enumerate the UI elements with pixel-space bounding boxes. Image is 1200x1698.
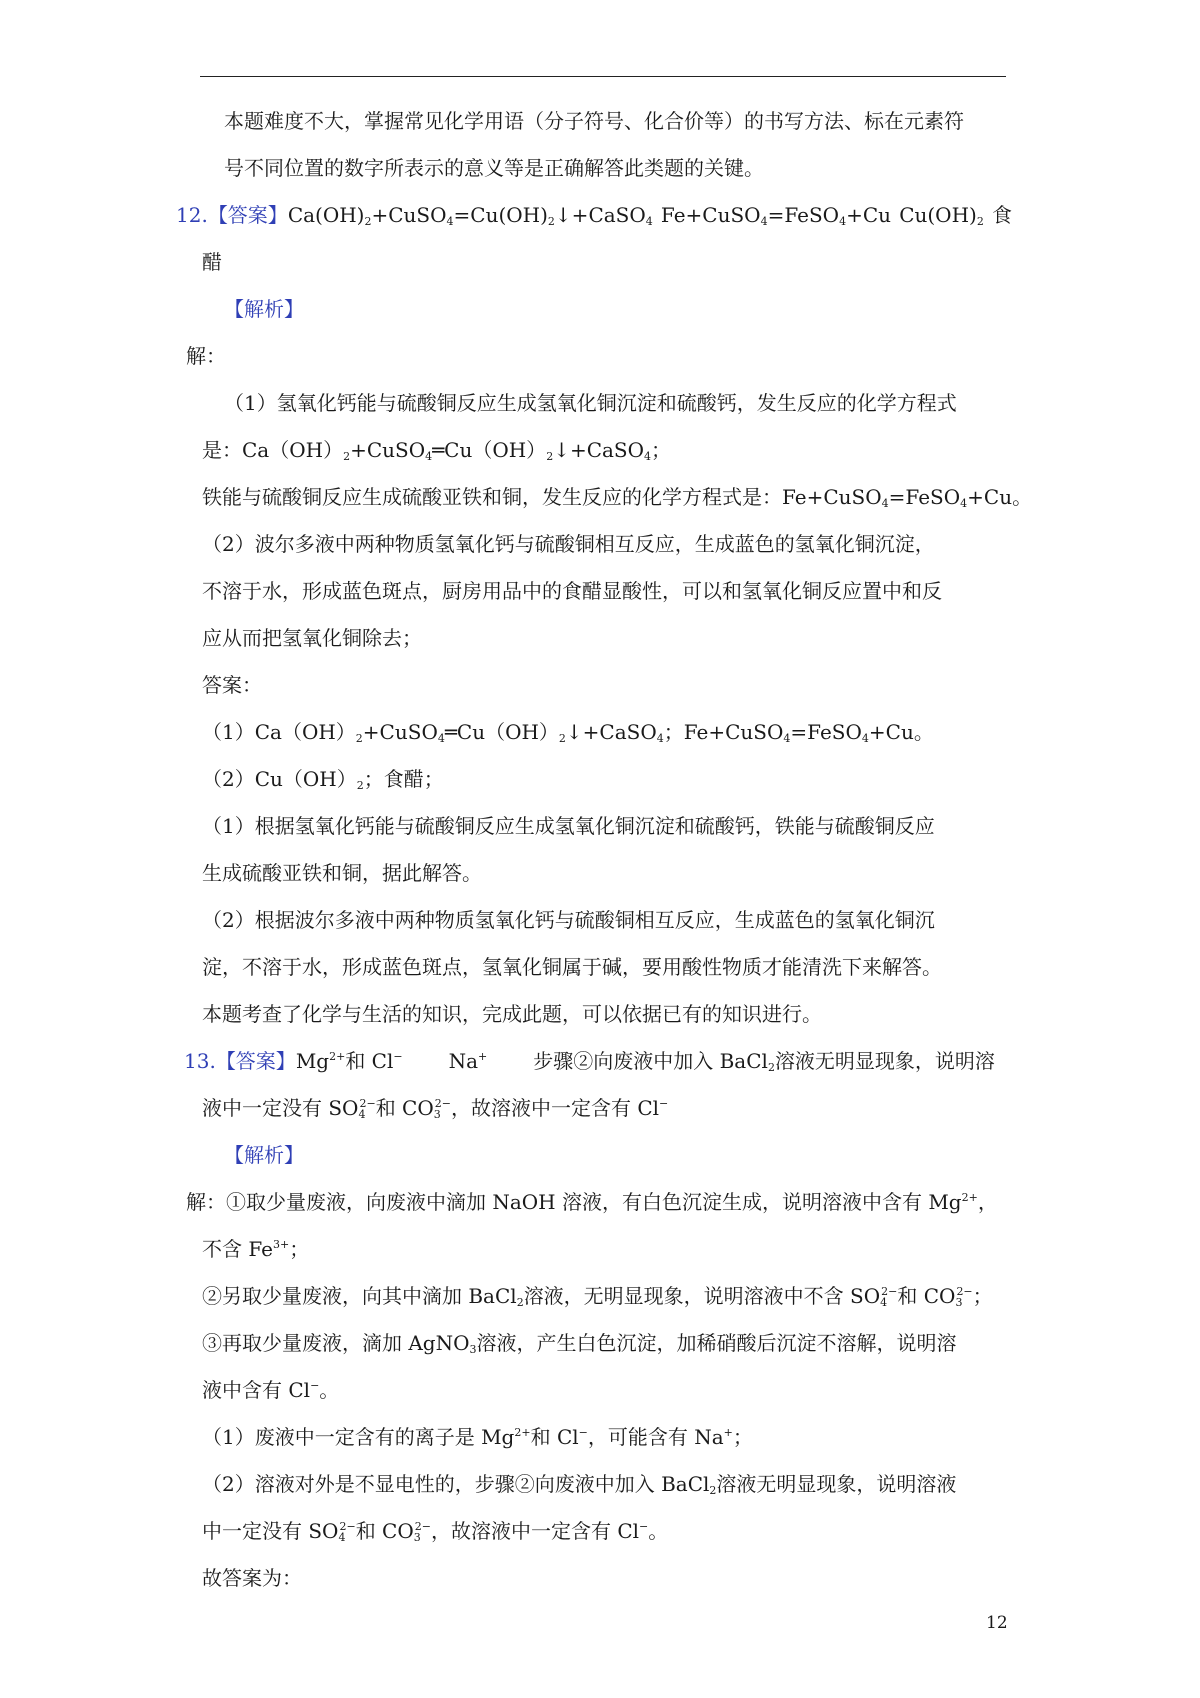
q12-answer-d: 食 [991,203,1012,227]
q12-answer-b: Fe+CuSO$_4$=FeSO$_4$+Cu [660,203,892,228]
q13-s9: 故答案为： [202,1566,302,1590]
q13-s4: ③再取少量废液，滴加 AgNO$_3$溶液，产生白色沉淀，加稀硝酸后沉淀不溶解，说明溶 [202,1331,957,1356]
q12-p13: 淀，不溶于水，形成蓝色斑点，氢氧化铜属于碱，要用酸性物质才能清洗下来解答。 [202,955,942,979]
q12-p14: 本题考查了化学与生活的知识，完成此题，可以依据已有的知识进行。 [202,1002,822,1026]
q13-s6: （1）废液中一定含有的离子是 $Mg^{2+}$和 Cl−，可能含有 Na+； [202,1425,753,1449]
q13-s2: 不含 $Fe^{3+}$； [202,1237,310,1261]
page-content [176,98,1033,1602]
page-number: 12 [986,1613,1008,1633]
q12-p10: （1）根据氢氧化钙能与硫酸铜反应生成氢氧化铜沉淀和硫酸钙，铁能与硫酸铜反应 [202,814,935,838]
q12-answer-a: 12.【答案】$Ca(OH)_2+CuSO_4=Cu(OH)_2↓+CaSO_4$ [176,203,653,228]
intro-line-1: 本题难度不大，掌握常见化学用语（分子符号、化合价等）的书写方法、标在元素符 [224,109,964,133]
q13-s7: （2）溶液对外是不显电性的，步骤②向废液中加入 BaCl$_2$溶液无明显现象，说明溶液 [202,1472,957,1497]
q12-jie: 解： [186,344,226,368]
q12-p6: 应从而把氢氧化铜除去； [202,626,422,650]
q13-number: 13. [184,1049,216,1073]
q12-p5: 不溶于水，形成蓝色斑点，厨房用品中的食醋显酸性，可以和氢氧化铜反应置中和反 [202,579,942,603]
intro-line-2: 号不同位置的数字所表示的意义等是正确解答此类题的关键。 [224,156,764,180]
q12-p7: 答案： [202,673,262,697]
q12-p2: 是：$Ca(OH)_2+CuSO_4═Cu(OH)_2↓+CaSO_4$； [202,438,672,463]
header-rule [200,76,1006,77]
q12-number: 12. [176,203,208,227]
q12-p9: $(2)Cu(OH)_2$；食醋； [202,767,444,792]
q13-s8: 中一定没有 $SO_4^{2-}$和 $CO_3^{2-}$，故溶液中一定含有 Cl−。 [202,1519,669,1544]
q13-s5: 液中含有 Cl−。 [202,1378,340,1402]
q12-p8: $(1)Ca(OH)_2+CuSO_4═Cu(OH)_2↓+CaSO_4$；Fe+CuSO$_4$=FeSO$_4$+Cu。 [202,720,934,745]
q12-answer-c: $Cu(OH)_2$ [899,203,984,228]
q12-analysis-tag: 【解析】 [224,297,304,321]
q13-analysis-tag: 【解析】 [224,1143,304,1167]
q12-answer-line [176,192,1012,239]
q12-p11: 生成硫酸亚铁和铜，据此解答。 [202,861,482,885]
q13-answer-tag: 【答案】 [215,1049,296,1073]
q12-p12: （2）根据波尔多液中两种物质氢氧化钙与硫酸铜相互反应，生成蓝色的氢氧化铜沉 [202,908,935,932]
q12-answer-tag: 【答案】 [207,203,288,227]
q13-answer-line-2: 液中一定没有 $SO_4^{2-}$和 $CO_3^{2-}$，故溶液中一定含有 Cl− [202,1096,669,1121]
q12-answer-d-cont: 醋 [202,250,222,274]
q13-answer-line: 13.【答案】$Mg^{2+}$和 Cl− Na+ 步骤②向废液中加入 BaCl$_2$溶液无明显现象，说明溶 [184,1049,995,1074]
q12-p1: （1）氢氧化钙能与硫酸铜反应生成氢氧化铜沉淀和硫酸钙，发生反应的化学方程式 [224,391,957,415]
q13-s1: 解：①取少量废液，向废液中滴加 NaOH 溶液，有白色沉淀生成，说明溶液中含有 $Mg^{2+}$， [186,1190,998,1214]
q13-s3: ②另取少量废液，向其中滴加 BaCl$_2$溶液，无明显现象，说明溶液中不含 $SO_4^{2-}$和 $CO_3^{2-}$； [202,1284,993,1309]
q12-p3: 铁能与硫酸铜反应生成硫酸亚铁和铜，发生反应的化学方程式是：Fe+CuSO$_4$=FeSO$_4$+Cu。 [202,485,1033,510]
q12-p4: （2）波尔多液中两种物质氢氧化钙与硫酸铜相互反应，生成蓝色的氢氧化铜沉淀， [202,532,935,556]
